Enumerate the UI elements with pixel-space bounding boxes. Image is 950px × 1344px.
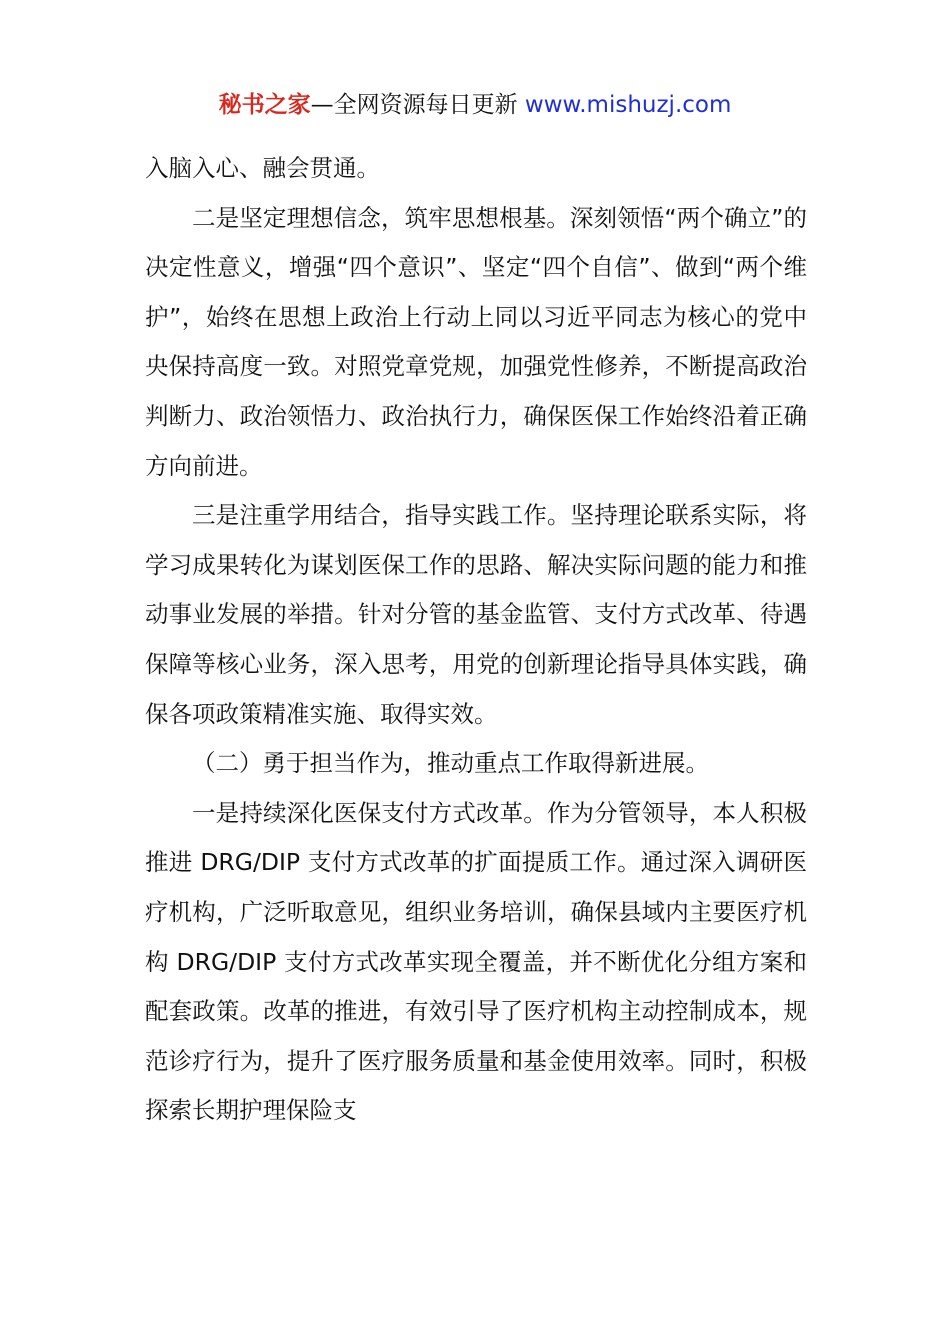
section-heading: （二）勇于担当作为，推动重点工作取得新进展。 — [192, 749, 709, 778]
site-brand: 秘书之家 — [218, 92, 311, 118]
paragraph-practice: 三是注重学用结合，指导实践工作。坚持理论联系实际，将学习成果转化为谋划医保工作的思路、解决实际问题的能力和推动事业发展的举措。针对分管的基金监管、支付方式改革、待遇保障等核心业务，深入思考，用党的创新理论指导具体实践，确保各项政策精准实施、取得实效。 — [145, 501, 807, 728]
site-header — [0, 88, 950, 122]
paragraph-payment-reform: 一是持续深化医保支付方式改革。作为分管领导，本人积极推进 DRG/DIP 支付方式改革的扩面提质工作。通过深入调研医疗机构，广泛听取意见，组织业务培训，确保县域内主要医疗机构 DRG/DIP 支付方式改革实现全覆盖，并不断优化分组方案和配套政策。改革的推进，有效引导了医疗机构主动控制成本，规范诊疗行为，提升了医疗服务质量和基金使用效率。同时，积极探索长期护理保险支 — [145, 798, 807, 1125]
paragraph-continuation: 入脑入心、融会贯通。 — [145, 154, 380, 182]
site-url-link[interactable]: www.mishuzj.com — [524, 92, 732, 118]
document-body — [145, 144, 807, 1136]
site-tagline: —全网资源每日更新 — [310, 92, 525, 118]
paragraph-ideals: 二是坚定理想信念，筑牢思想根基。深刻领悟“两个确立”的决定性意义，增强“四个意识”、坚定“四个自信”、做到“两个维护”，始终在思想上政治上行动上同以习近平同志为核心的党中央保持高度一致。对照党章党规，加强党性修养，不断提高政治判断力、政治领悟力、政治执行力，确保医保工作始终沿着正确方向前进。 — [145, 203, 807, 480]
